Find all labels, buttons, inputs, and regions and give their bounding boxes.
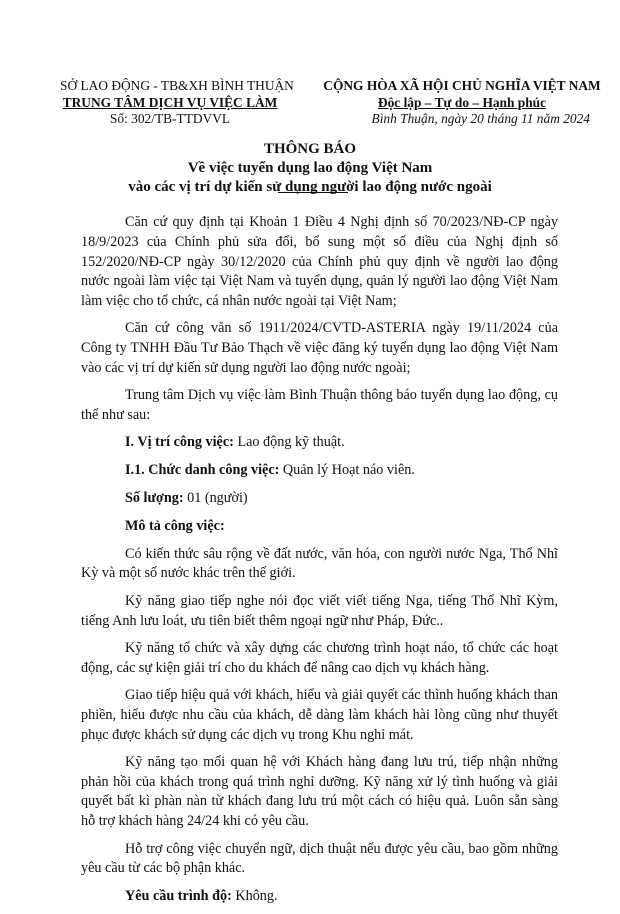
education-requirement-value: Không. [231, 887, 278, 904]
job-description-item-5: Kỹ năng tạo mối quan hệ với Khách hàng đang lưu trú, tiếp nhận những phản hồi của khách trong quá trình nghỉ dưỡng. Kỹ năng xử lý tình huống và giải quyết bất kì phàn nàn từ khách đang lưu trú một cách có hiệu quả. Luôn sẵn sàng hỗ trợ khách hàng 24/24 khi có yêu cầu. [81, 753, 558, 830]
job-description-label: Mô tả công việc: [125, 517, 225, 534]
document-number: Số: 302/TB-TTDVVL [109, 111, 231, 126]
job-description-item-2: Kỹ năng giao tiếp nghe nói đọc viết viết tiếng Nga, tiếng Thổ Nhĩ Kỳm, tiếng Anh lưu loát, ưu tiên biết thêm ngoại ngữ như Pháp, Đức.. [81, 592, 558, 629]
job-description-heading [81, 517, 558, 537]
announcement-intro: Trung tâm Dịch vụ việc làm Bình Thuận thông báo tuyển dụng lao động, cụ thể như sau: [81, 387, 558, 424]
quantity-label: Số lượng: [125, 490, 184, 507]
education-requirement-line [81, 887, 558, 907]
national-motto: Độc lập – Tự do – Hạnh phúc [377, 94, 547, 110]
job-description-item-4: Giao tiếp hiệu quả với khách, hiểu và giải quyết các thình huống khách than phiền, hiểu được nhu cầu của khách, dễ dàng làm khách hài lòng cũng như thuyết phục được khách sử dụng các dịch vụ trong Khu nghỉ mát. [81, 686, 558, 743]
job-description-item-1: Có kiến thức sâu rộng về đất nước, văn hóa, con người nước Nga, Thổ Nhĩ Kỳ và một số nước khác trên thế giới. [81, 545, 558, 582]
job-description-item-3: Kỹ năng tổ chức và xây dựng các chương trình hoạt náo, tổ chức các hoạt động, các sự kiện giải trí cho du khách để nâng cao dịch vụ khách hàng. [81, 639, 558, 676]
job-description-item-6: Hỗ trợ công việc chuyển ngữ, dịch thuật nếu được yêu cầu, bao gồm những yêu cầu từ các bộ phận khác. [81, 840, 558, 877]
document-title-block [0, 140, 620, 197]
national-header-block [312, 78, 612, 128]
document-subtitle-line2: vào các vị trí dự kiến sử dụng người lao động nước ngoài [128, 179, 492, 195]
title-underline [278, 192, 348, 193]
position-line [81, 433, 558, 453]
job-title-line [81, 461, 558, 481]
document-body [81, 213, 558, 914]
legal-basis-paragraph-2: Căn cứ công văn số 1911/2024/CVTD-ASTERIA ngày 19/11/2024 của Công ty TNHH Đầu Tư Bảo Thạch về việc đăng ký tuyển dụng lao động Việt Nam vào các vị trí dự kiến sử dụng người lao động nước ngoài; [81, 320, 558, 377]
education-requirement-label: Yêu cầu trình độ: [125, 887, 232, 904]
issue-date: Bình Thuận, ngày 20 tháng 11 năm 2024 [371, 111, 590, 126]
document-subtitle-line1: Về việc tuyển dụng lao động Việt Nam [187, 160, 433, 176]
document-title: THÔNG BÁO [263, 141, 357, 157]
nation-name: CỘNG HÒA XÃ HỘI CHỦ NGHĨA VIỆT NAM [323, 78, 601, 93]
center-name: TRUNG TÂM DỊCH VỤ VIỆC LÀM [62, 94, 278, 110]
legal-basis-paragraph-1: Căn cứ quy định tại Khoản 1 Điều 4 Nghị định số 70/2023/NĐ-CP ngày 18/9/2023 của Chính phủ sửa đổi, bổ sung một số điều của Nghị định số 152/2020/NĐ-CP ngày 30/12/2020 của Chính phủ quy định về người lao động nước ngoài làm việc tại Việt Nam và tuyển dụng, quản lý người lao động Việt Nam làm việc cho tổ chức, cá nhân nước ngoài tại Việt Nam; [81, 214, 558, 310]
job-title-value: Quản lý Hoạt náo viên. [279, 462, 415, 479]
job-title-label: I.1. Chức danh công việc: [125, 462, 280, 479]
position-label: I. Vị trí công việc: [125, 434, 234, 451]
agency-name: SỞ LAO ĐỘNG - TB&XH BÌNH THUẬN [60, 78, 294, 93]
issuing-agency-block [60, 78, 294, 128]
position-value: Lao động kỹ thuật. [233, 434, 345, 451]
quantity-value: 01 (người) [183, 490, 248, 507]
quantity-line [81, 489, 558, 509]
